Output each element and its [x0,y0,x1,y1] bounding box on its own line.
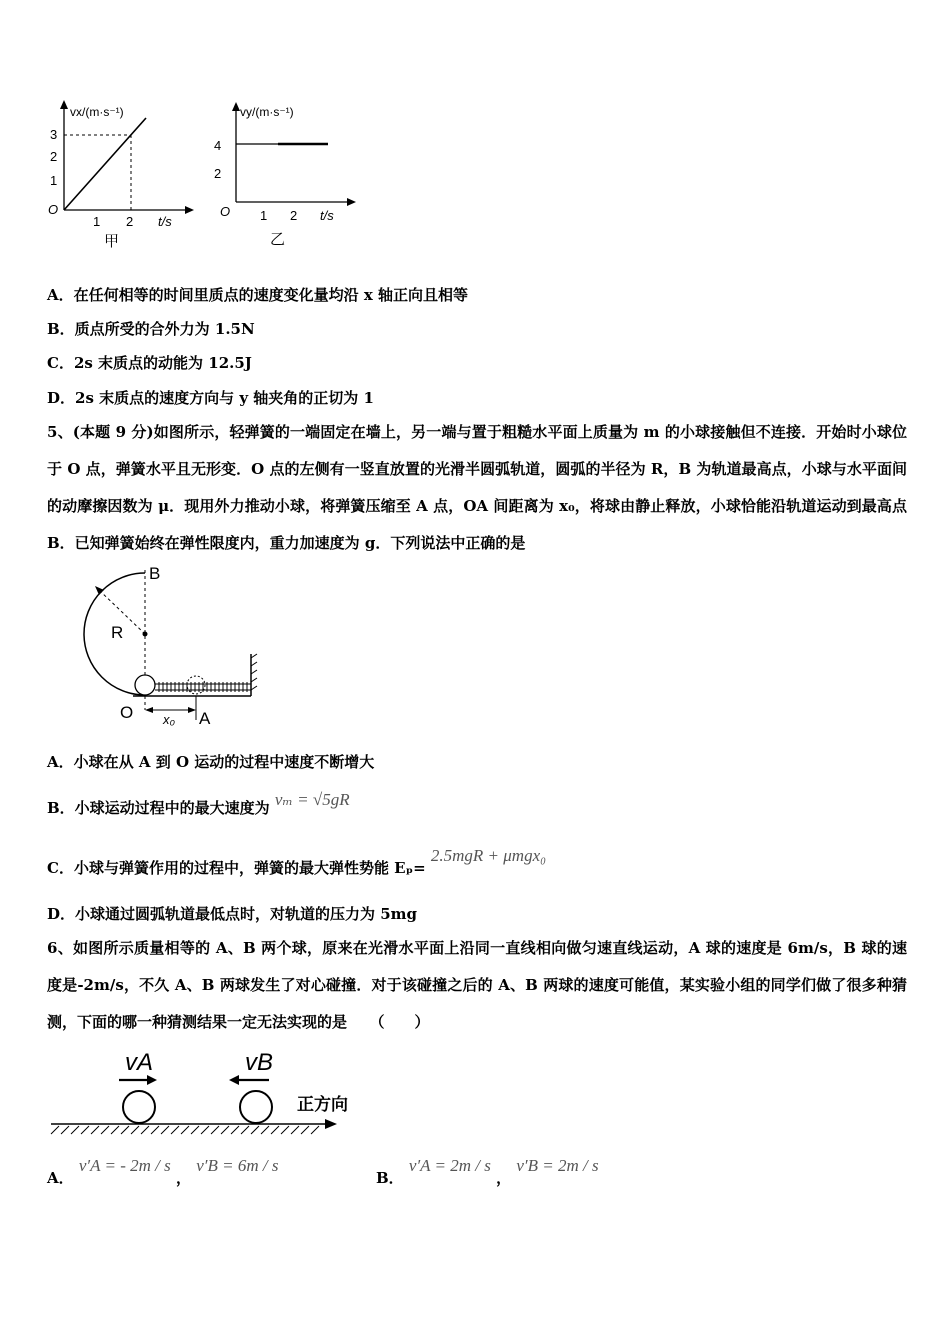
graph-jia-tick-2: 2 [50,149,58,164]
q5-option-c-formula: 2.5mgR + μmgx₀ [430,846,547,865]
graph-yi-xtick-1: 1 [260,208,268,223]
graph-yi-caption: 乙 [270,231,286,248]
q5-ball [135,675,155,695]
q6-option-b-label: B． [376,1169,404,1187]
q6-ball-a [123,1091,155,1123]
q5-label-r: R [111,623,124,642]
q5-option-c [47,846,547,878]
graph-jia-xtick-2: 2 [126,214,134,229]
graph-jia-tick-1: 1 [50,173,58,188]
q6-option-a-va: v′A = - 2m / s [78,1156,171,1175]
q5-label-b: B [149,564,161,583]
graph-jia-y-arrow [60,100,68,109]
graph-jia-origin: O [48,202,59,217]
graph-yi [212,98,372,253]
graph-yi-x-arrow [347,198,356,206]
q6-figure [45,1040,375,1140]
q6-option-a-vb: v′B = 6m / s [196,1156,279,1175]
q6-va-arrow-head [147,1075,157,1085]
q5-radius-arrow [95,586,104,595]
q4-option-b: B．质点所受的合外力为 1.5N [47,320,255,338]
graph-jia [40,98,200,253]
graph-jia-xtick-1: 1 [93,214,101,229]
graph-jia-line [64,118,146,210]
q5-ball-at-a [187,676,205,694]
q4-option-c: C．2s 末质点的动能为 12.5J [47,354,252,372]
q5-option-b-text: B．小球运动过程中的最大速度为 [47,799,270,817]
q5-x0-arrow-right [188,707,196,713]
graph-yi-origin: O [220,204,231,219]
q5-wall-hatch [251,654,257,690]
q5-option-b-formula: vₘ = √5gR [274,790,350,809]
q6-option-b-comma: ， [496,1169,512,1187]
q5-label-x0: x₀ [163,712,175,727]
q5-x0-arrow-left [145,707,153,713]
q5-label-o: O [120,703,134,722]
q5-spring [155,682,251,692]
q6-label-va: vA [125,1049,154,1076]
q6-option-a [47,1156,279,1188]
graph-jia-x-label: t/s [158,214,172,229]
q6-ball-b [240,1091,272,1123]
graph-jia-tick-3: 3 [50,127,58,142]
graph-jia-x-arrow [185,206,194,214]
q6-question-text: 6、如图所示质量相等的 A、B 两个球，原来在光滑水平面上沿同一直线相向做匀速直线运动，A 球的速度是 6m/s，B 球的速度是-2m/s，不久 A、B 两球发生了对心碰撞．对于该碰撞之后的 A、B 两球的速度可能值，某实验小组的同学们做了很多种猜测，下面的哪一种猜测结果一定无法实现的是 （ ） [47,939,907,1031]
q6-direction-arrow [325,1119,337,1129]
q5-figure [65,560,265,732]
graph-yi-xtick-2: 2 [290,208,298,223]
q4-option-d: D．2s 末质点的速度方向与 y 轴夹角的正切为 1 [47,389,374,407]
q6-ground-hatch [51,1126,319,1134]
q6-option-a-comma: ， [175,1169,191,1187]
q4-option-a: A．在任何相等的时间里质点的速度变化量均沿 x 轴正向且相等 [47,286,469,304]
graph-yi-tick-2: 2 [214,166,222,181]
q5-label-a: A [199,709,211,728]
graph-yi-y-label: vy/(m·s⁻¹) [240,105,294,119]
graph-yi-tick-4: 4 [214,138,222,153]
graph-yi-x-label: t/s [320,208,334,223]
q6-option-a-label: A． [47,1169,74,1187]
graph-jia-y-label: vx/(m·s⁻¹) [70,105,124,119]
q6-option-b [376,1156,599,1188]
q6-option-b-va: v′A = 2m / s [408,1156,491,1175]
q5-option-b [47,790,350,818]
q6-vb-arrow-head [229,1075,239,1085]
graph-jia-caption: 甲 [104,233,120,250]
q6-option-b-vb: v′B = 2m / s [516,1156,599,1175]
q5-option-a: A．小球在从 A 到 O 运动的过程中速度不断增大 [47,753,375,771]
q5-option-c-text: C．小球与弹簧作用的过程中，弹簧的最大弹性势能 Eₚ= [47,859,426,877]
q6-label-direction: 正方向 [297,1095,348,1114]
q5-option-d: D．小球通过圆弧轨道最低点时，对轨道的压力为 5mg [47,905,418,923]
graph-yi-y-arrow [232,102,240,111]
q6-label-vb: vB [245,1049,274,1076]
q5-question-text: 5、(本题 9 分)如图所示，轻弹簧的一端固定在墙上，另一端与置于粗糙水平面上质量为 m 的小球接触但不连接．开始时小球位于 O 点，弹簧水平且无形变．O 点的左侧有一竖直放置的光滑半圆弧轨道，圆弧的半径为 R，B 为轨道最高点，小球与水平面间的动摩擦因数为 μ．现用外力推动小球，将弹簧压缩至 A 点，OA 间距离为 x₀，将球由静止释放，小球恰能沿轨道运动到最高点 B．已知弹簧始终在弹性限度内，重力加速度为 g．下列说法中正确的是 [47,423,907,552]
